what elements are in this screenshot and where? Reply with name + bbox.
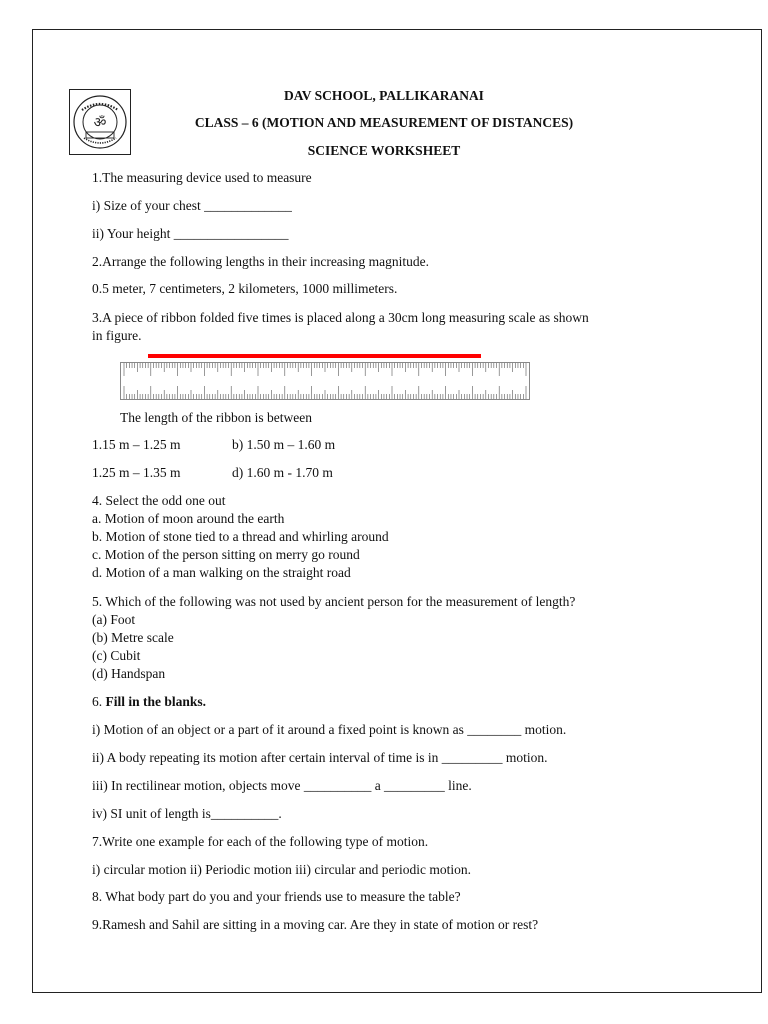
question-3-option-a: 1.15 m – 1.25 m	[92, 437, 181, 452]
question-6-number: 6.	[92, 694, 106, 709]
school-name: DAV SCHOOL, PALLIKARANAI	[284, 88, 484, 103]
svg-text:ॐ: ॐ	[93, 115, 107, 131]
question-6-part-i: i) Motion of an object or a part of it around a fixed point is known as ________ motion.	[92, 722, 567, 737]
question-4-option-c: c. Motion of the person sitting on merry go round	[92, 547, 360, 562]
question-1-part-i: i) Size of your chest _____________	[92, 198, 292, 213]
question-4-option-b: b. Motion of stone tied to a thread and whirling around	[92, 529, 389, 544]
question-5-option-d: (d) Handspan	[92, 666, 166, 681]
question-6-part-iv: iv) SI unit of length is__________.	[92, 806, 282, 821]
question-2: 2.Arrange the following lengths in their increasing magnitude.	[92, 254, 430, 269]
measuring-scale	[120, 362, 530, 400]
question-1: 1.The measuring device used to measure	[92, 170, 312, 185]
question-4-option-a: a. Motion of moon around the earth	[92, 511, 285, 526]
question-6	[92, 694, 206, 710]
question-7-items: i) circular motion ii) Periodic motion iii) circular and periodic motion.	[92, 862, 472, 877]
question-3-line-1: 3.A piece of ribbon folded five times is placed along a 30cm long measuring scale as shown	[92, 310, 589, 325]
question-3-option-c: 1.25 m – 1.35 m	[92, 465, 181, 480]
question-3-stem: The length of the ribbon is between	[120, 410, 312, 425]
question-8: 8. What body part do you and your friends use to measure the table?	[92, 889, 461, 904]
question-6-part-ii: ii) A body repeating its motion after certain interval of time is in _________ motion.	[92, 750, 548, 765]
question-3-option-d: d) 1.60 m - 1.70 m	[232, 465, 333, 480]
question-7: 7.Write one example for each of the following type of motion.	[92, 834, 429, 849]
question-6-title: Fill in the blanks.	[105, 694, 207, 709]
question-9: 9.Ramesh and Sahil are sitting in a moving car. Are they in state of motion or rest?	[92, 917, 539, 932]
worksheet-title: SCIENCE WORKSHEET	[307, 143, 461, 158]
question-5-option-c: (c) Cubit	[92, 648, 141, 663]
question-6-part-iii: iii) In rectilinear motion, objects move __________ a _________ line.	[92, 778, 472, 793]
question-5-option-a: (a) Foot	[92, 612, 136, 627]
question-2-values: 0.5 meter, 7 centimeters, 2 kilometers, 1000 millimeters.	[92, 281, 398, 296]
question-4: 4. Select the odd one out	[92, 493, 226, 508]
question-5: 5. Which of the following was not used by ancient person for the measurement of length?	[92, 594, 576, 609]
class-title: CLASS – 6 (MOTION AND MEASUREMENT OF DISTANCES)	[194, 115, 574, 130]
question-1-part-ii: ii) Your height _________________	[92, 226, 289, 241]
question-5-option-b: (b) Metre scale	[92, 630, 174, 645]
ribbon	[148, 354, 481, 358]
question-4-option-d: d. Motion of a man walking on the straight road	[92, 565, 351, 580]
question-3-line-2: in figure.	[92, 328, 142, 343]
question-3-option-b: b) 1.50 m – 1.60 m	[232, 437, 336, 452]
